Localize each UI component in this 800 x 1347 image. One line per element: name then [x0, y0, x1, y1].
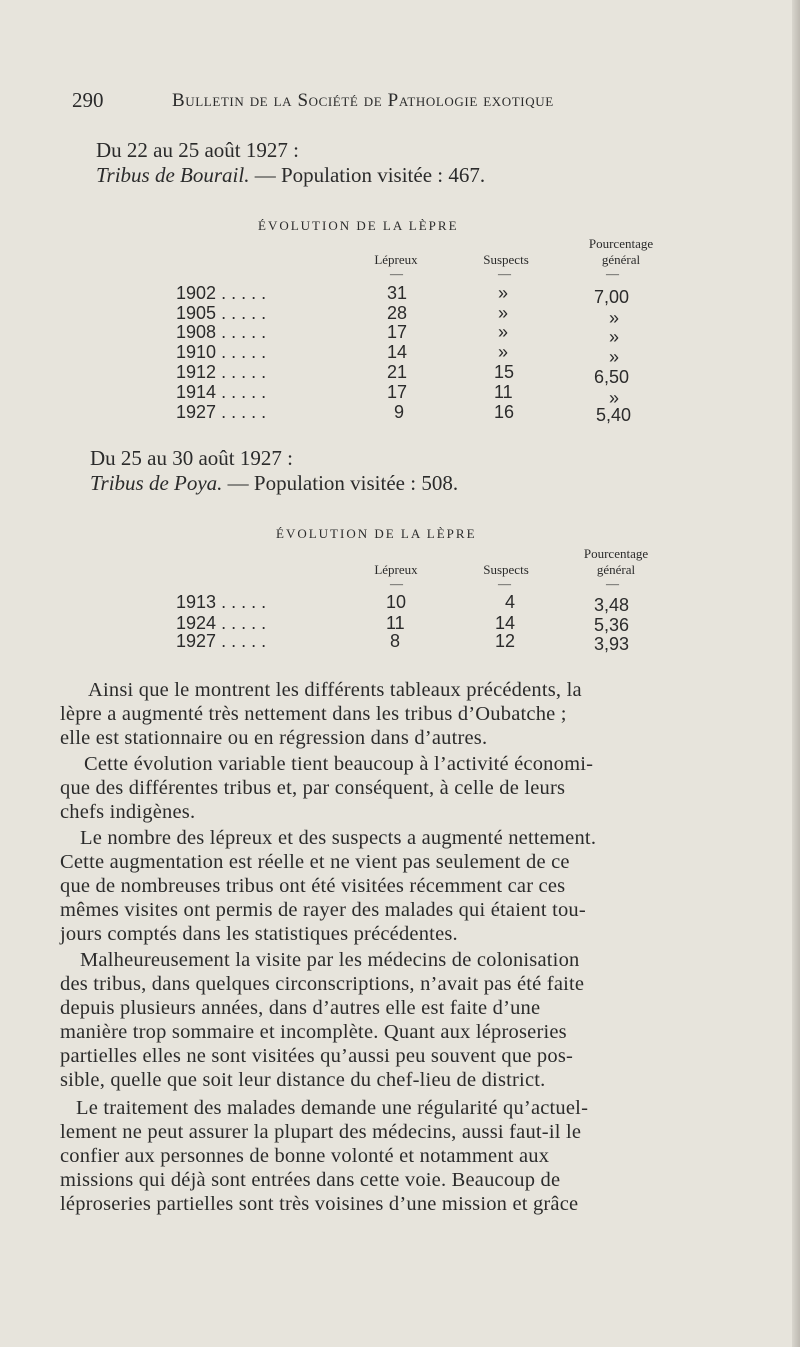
cell-pct: 5,40: [596, 405, 632, 425]
dash: —: [498, 266, 511, 281]
text-line: léproseries partielles sont très voisines d’une mission et grâce: [60, 1193, 579, 1215]
cell-pct: 3,48: [594, 595, 630, 615]
text-line: mêmes visites ont permis de rayer des malades qui étaient tou-: [60, 899, 586, 921]
col-header-lepreux: Lépreux: [374, 252, 418, 267]
col-header-pct-2: général: [596, 562, 636, 577]
page-edge: [792, 0, 800, 1347]
cell-pct: »: [609, 308, 620, 328]
text-line: des tribus, dans quelques circonscriptions, n’avait pas été faite: [60, 973, 585, 995]
table-title: ÉVOLUTION DE LA LÈPRE: [276, 526, 477, 541]
cell-lepreux: 31: [387, 283, 408, 303]
cell-pct: 3,93: [594, 634, 630, 654]
text-line: chefs indigènes.: [60, 801, 196, 823]
text-line: sible, quelle que soit leur distance du chef-lieu de district.: [60, 1069, 546, 1091]
col-header-suspects: Suspects: [483, 252, 529, 267]
text-line: Le traitement des malades demande une régularité qu’actuel-: [76, 1097, 589, 1119]
row-year: 1908 .....: [176, 322, 272, 342]
page-number: 290: [72, 88, 104, 112]
cell-lepreux: 11: [386, 613, 405, 633]
cell-suspects: »: [498, 322, 509, 342]
cell-suspects: 16: [494, 402, 515, 422]
cell-lepreux: 21: [387, 362, 408, 382]
paragraph: [60, 752, 700, 824]
cell-suspects: »: [498, 303, 509, 323]
text-line: Ainsi que le montrent les différents tableaux précédents, la: [88, 679, 582, 701]
text-line: Le nombre des lépreux et des suspects a augmenté nettement.: [80, 827, 597, 849]
tribe-name: Tribus de Bourail.: [96, 163, 250, 187]
cell-pct: 7,00: [594, 287, 630, 307]
dash: —: [606, 576, 619, 591]
row-year: 1924 .....: [176, 613, 272, 633]
cell-suspects: 4: [505, 592, 516, 612]
col-header-suspects: Suspects: [483, 562, 529, 577]
cell-pct: »: [609, 347, 620, 367]
cell-suspects: 15: [494, 362, 515, 382]
col-header-pct-2: général: [601, 252, 641, 267]
text-line: que de nombreuses tribus ont été visitées récemment car ces: [60, 875, 566, 897]
tribe-name: Tribus de Poya.: [90, 471, 223, 495]
cell-suspects: »: [498, 283, 509, 303]
paragraph: [60, 826, 700, 946]
row-year: 1913 .....: [176, 592, 272, 612]
cell-lepreux: 9: [394, 402, 405, 422]
text-line: Cette augmentation est réelle et ne vient pas seulement de ce: [60, 851, 570, 873]
paragraph: [60, 948, 700, 1092]
cell-lepreux: 17: [387, 322, 408, 342]
section-dates: Du 22 au 25 août 1927 :: [96, 138, 299, 162]
row-year: 1927 .....: [176, 402, 272, 422]
text-line: depuis plusieurs années, dans d’autres elle est faite d’une: [60, 997, 541, 1019]
cell-pct: »: [609, 388, 620, 408]
row-year: 1905 .....: [176, 303, 272, 323]
text-line: partielles elles ne sont visitées qu’aussi peu souvent que pos-: [60, 1045, 574, 1067]
row-year: 1910 .....: [176, 342, 272, 362]
cell-lepreux: 28: [387, 303, 408, 323]
dash: —: [390, 576, 403, 591]
row-year: 1914 .....: [176, 382, 272, 402]
cell-suspects: 14: [495, 613, 516, 633]
text-line: lement ne peut assurer la plupart des médecins, aussi faut-il le: [60, 1121, 582, 1143]
text-line: Malheureusement la visite par les médecins de colonisation: [80, 949, 580, 971]
population-visited: — Population visitée : 508.: [227, 471, 459, 495]
dash: —: [498, 576, 511, 591]
cell-suspects: 12: [495, 631, 516, 651]
cell-lepreux: 17: [387, 382, 408, 402]
text-line: Cette évolution variable tient beaucoup à l’activité économi-: [84, 753, 594, 775]
col-header-pct-1: Pourcentage: [583, 546, 649, 561]
dash: —: [390, 266, 403, 281]
text-line: jours comptés dans les statistiques précédentes.: [60, 923, 458, 945]
row-year: 1902 .....: [176, 283, 272, 303]
cell-pct: »: [609, 327, 620, 347]
text-line: que des différentes tribus et, par conséquent, à celle de leurs: [60, 777, 566, 799]
cell-suspects: 11: [494, 382, 513, 402]
cell-lepreux: 14: [387, 342, 408, 362]
cell-pct: 5,36: [594, 615, 630, 635]
population-visited: — Population visitée : 467.: [254, 163, 486, 187]
col-header-pct-1: Pourcentage: [588, 236, 654, 251]
cell-pct: 6,50: [594, 367, 630, 387]
paragraph: [60, 1096, 700, 1216]
cell-suspects: »: [498, 342, 509, 362]
col-header-lepreux: Lépreux: [374, 562, 418, 577]
text-line: missions qui déjà sont entrées dans cette voie. Beaucoup de: [60, 1169, 561, 1191]
row-year: 1912 .....: [176, 362, 272, 382]
table-title: ÉVOLUTION DE LA LÈPRE: [258, 218, 459, 233]
paragraph: [60, 678, 700, 750]
text-line: confier aux personnes de bonne volonté et notamment aux: [60, 1145, 550, 1167]
text-line: elle est stationnaire ou en régression dans d’autres.: [60, 727, 488, 749]
text-line: manière trop sommaire et incomplète. Quant aux léproseries: [60, 1021, 567, 1043]
text-line: lèpre a augmenté très nettement dans les tribus d’Oubatche ;: [60, 703, 567, 725]
cell-lepreux: 10: [386, 592, 407, 612]
running-title: Bulletin de la Société de Pathologie exotique: [172, 90, 554, 111]
section-subtitle: [90, 471, 458, 496]
section-subtitle: [96, 163, 485, 188]
section-dates: Du 25 au 30 août 1927 :: [90, 446, 293, 470]
cell-lepreux: 8: [390, 631, 401, 651]
row-year: 1927 .....: [176, 631, 272, 651]
dash: —: [606, 266, 619, 281]
